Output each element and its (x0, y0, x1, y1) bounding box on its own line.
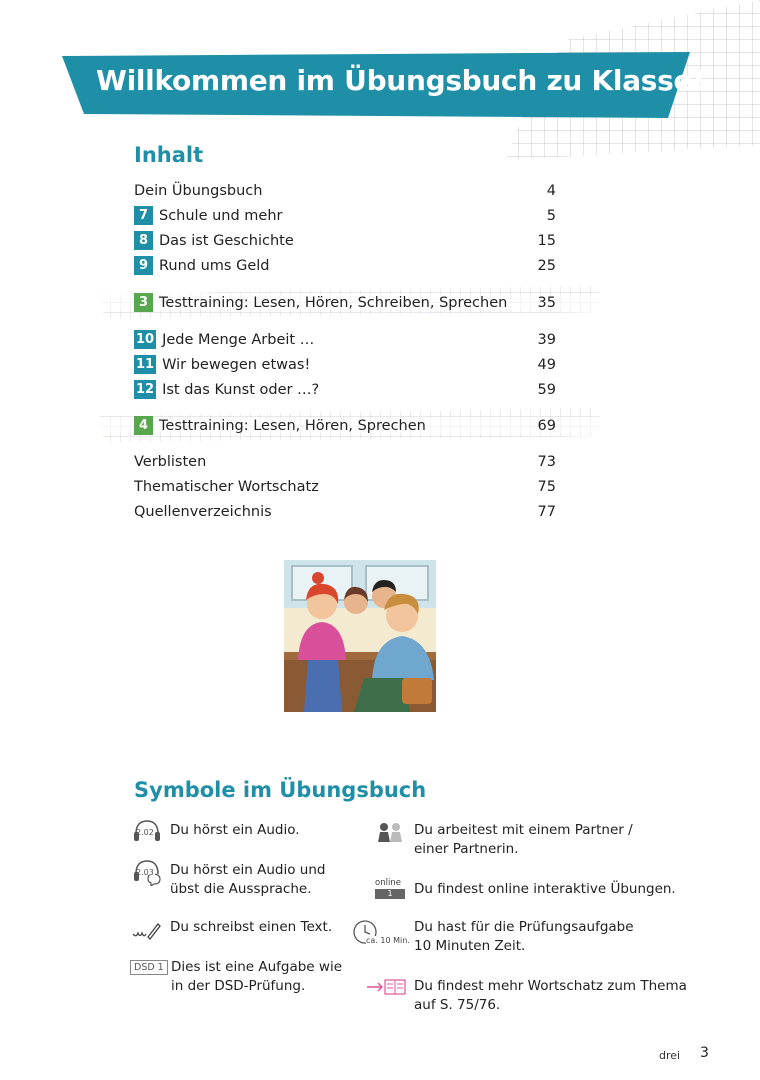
toc-label: Dein Übungsbuch (134, 182, 263, 199)
page-number-word: drei (659, 1049, 681, 1062)
toc-row[interactable] (134, 228, 560, 253)
partner-icon (376, 822, 404, 842)
symbol-text-line1: Du findest mehr Wortschatz zum Thema (414, 978, 687, 994)
symbol-timer (352, 917, 672, 961)
toc-row[interactable] (134, 178, 560, 203)
online-tag: online (375, 878, 401, 888)
toc-label: Testtraining: Lesen, Hören, Schreiben, Sprechen (159, 294, 508, 311)
toc-page: 25 (537, 257, 556, 274)
symbol-text: Du schreibst einen Text. (170, 919, 333, 935)
symbol-text-line2: übst die Aussprache. (170, 881, 312, 897)
symbol-text: Du hörst ein Audio. (170, 822, 300, 838)
unit-badge: 7 (134, 206, 153, 225)
arrow-wordlist-icon (366, 979, 408, 995)
toc-row[interactable] (134, 253, 560, 278)
toc-heading: Inhalt (134, 143, 204, 167)
symbols-heading: Symbole im Übungsbuch (134, 778, 427, 802)
toc-label: Jede Menge Arbeit … (162, 331, 315, 348)
toc-page: 39 (537, 331, 556, 348)
toc-row[interactable] (134, 290, 560, 315)
symbol-text-line1: Du hörst ein Audio und (170, 862, 326, 878)
toc-label: Thematischer Wortschatz (134, 478, 319, 495)
toc-page: 69 (537, 417, 556, 434)
toc-label: Ist das Kunst oder …? (162, 381, 320, 398)
toc-label: Verblisten (134, 453, 207, 470)
toc-label: Testtraining: Lesen, Hören, Sprechen (159, 417, 426, 434)
unit-badge: 10 (136, 332, 155, 347)
toc-label: Wir bewegen etwas! (162, 356, 311, 373)
unit-badge: 11 (136, 357, 155, 372)
timer-tag: ca. 10 Min. (366, 936, 410, 945)
toc-label: Quellenverzeichnis (134, 503, 272, 520)
toc-row[interactable] (134, 352, 560, 377)
symbol-text-line2: in der DSD-Prüfung. (171, 978, 306, 994)
toc-page: 59 (537, 381, 556, 398)
unit-badge: 12 (136, 382, 155, 397)
symbol-text-line2: auf S. 75/76. (414, 997, 501, 1013)
toc-page: 5 (546, 207, 556, 224)
unit-badge: 8 (134, 231, 153, 250)
unit-badge: 9 (134, 256, 153, 275)
symbol-partner (372, 820, 672, 864)
toc-page: 73 (537, 453, 556, 470)
toc-row[interactable] (134, 449, 560, 474)
symbol-text: Du findest online interaktive Übungen. (414, 881, 676, 897)
page-number: 3 (700, 1045, 709, 1061)
dsd-badge: DSD 1 (130, 960, 168, 975)
students-illustration (284, 560, 436, 712)
toc-page: 75 (537, 478, 556, 495)
symbol-online (372, 878, 676, 906)
toc-row[interactable] (134, 413, 560, 438)
title-banner (62, 52, 705, 118)
toc-row[interactable] (134, 203, 560, 228)
symbol-vocab (366, 976, 686, 1020)
test-badge: 4 (134, 416, 153, 435)
pen-writing-icon (132, 921, 162, 941)
symbol-text-line1: Dies ist eine Aufgabe wie (171, 959, 343, 975)
toc-page: 35 (537, 294, 556, 311)
toc-row[interactable] (134, 327, 560, 352)
symbol-text-line2: einer Partnerin. (414, 841, 519, 857)
test-badge: 3 (134, 293, 153, 312)
page-title: Willkommen im Übungsbuch zu Klasse! (96, 64, 705, 97)
toc-page: 49 (537, 356, 556, 373)
toc-label: Das ist Geschichte (159, 232, 294, 249)
toc-row[interactable] (134, 377, 560, 402)
symbol-text-line1: Du arbeitest mit einem Partner / (414, 822, 633, 838)
toc-page: 77 (537, 503, 556, 520)
toc-row[interactable] (134, 499, 560, 524)
symbol-audio (132, 818, 362, 858)
toc-page: 4 (546, 182, 556, 199)
symbol-text-line1: Du hast für die Prüfungsaufgabe (414, 919, 634, 935)
symbol-text-line2: 10 Minuten Zeit. (414, 938, 526, 954)
toc-page: 15 (537, 232, 556, 249)
toc-label: Schule und mehr (159, 207, 283, 224)
symbol-pronunciation (132, 858, 362, 902)
toc-label: Rund ums Geld (159, 257, 270, 274)
audio-code: 2.02 (136, 828, 154, 837)
symbol-dsd (130, 957, 370, 1001)
audio-code: 2.03 (136, 868, 154, 877)
toc-row[interactable] (134, 474, 560, 499)
online-number-box: 1 (375, 889, 405, 899)
symbol-write (132, 917, 362, 947)
